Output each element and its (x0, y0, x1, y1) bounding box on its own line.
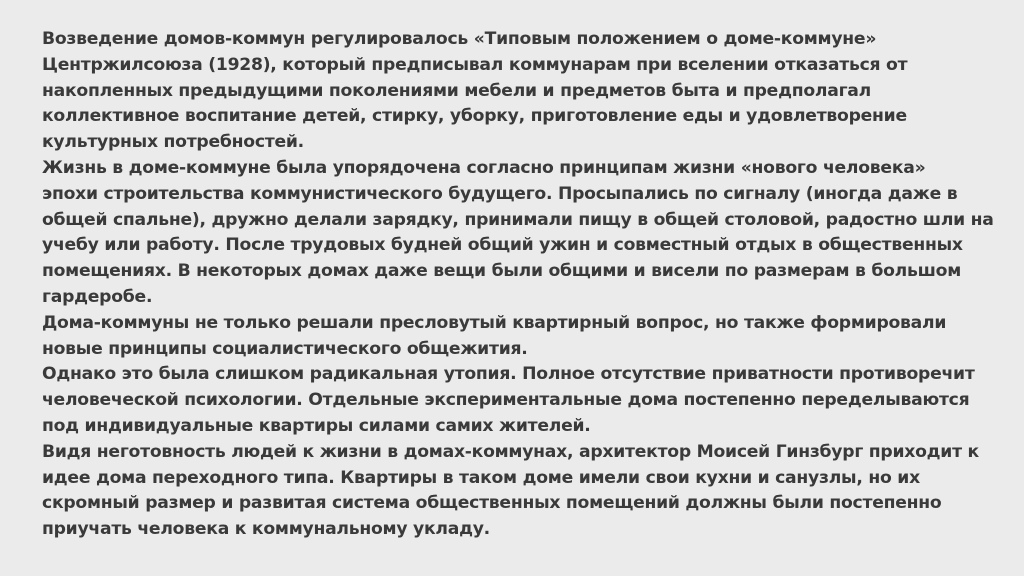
text-line: под индивидуальные квартиры силами самих жителей. (42, 415, 591, 436)
text-line: учебу или работу. После трудовых будней общий ужин и совместный отдых в общественных (42, 235, 963, 256)
paragraph-4 (42, 362, 992, 439)
text-line: Центржилсоюза (1928), который предписывал коммунарам при вселении отказаться от (42, 54, 908, 75)
text-line: культурных потребностей. (42, 132, 304, 153)
text-line: эпохи строительства коммунистического будущего. Просыпались по сигналу (иногда даже в (42, 183, 958, 204)
text-line: приучать человека к коммунальному укладу. (42, 519, 490, 540)
paragraph-1 (42, 27, 992, 156)
text-line: новые принципы социалистического общежития. (42, 338, 528, 359)
text-line: помещениях. В некоторых домах даже вещи были общими и висели по размерам в большом (42, 261, 961, 282)
text-line: Видя неготовность людей к жизни в домах-коммунах, архитектор Моисей Гинзбург приходит к (42, 441, 979, 462)
paragraph-3 (42, 311, 992, 363)
paragraph-5 (42, 440, 992, 543)
text-line: Жизнь в доме-коммуне была упорядочена согласно принципам жизни «нового человека» (42, 157, 926, 178)
text-line: Дома-коммуны не только решали пресловутый квартирный вопрос, но также формировали (42, 312, 947, 333)
text-line: накопленных предыдущими поколениями мебели и предметов быта и предполагал (42, 80, 871, 101)
paragraph-2 (42, 156, 992, 311)
text-line: скромный размер и развитая система общественных помещений должны были постепенно (42, 493, 942, 514)
text-line: Однако это была слишком радикальная утопия. Полное отсутствие приватности противоречит (42, 364, 975, 385)
text-line: идее дома переходного типа. Квартиры в таком доме имели свои кухни и санузлы, но их (42, 467, 920, 488)
text-line: коллективное воспитание детей, стирку, уборку, приготовление еды и удовлетворение (42, 106, 907, 127)
text-line: человеческой психологии. Отдельные экспериментальные дома постепенно переделываются (42, 390, 970, 411)
text-line: общей спальне), дружно делали зарядку, принимали пищу в общей столовой, радостно шли на (42, 209, 994, 230)
text-line: гардеробе. (42, 286, 153, 307)
slide-text-block (42, 27, 992, 543)
text-line: Возведение домов-коммун регулировалось «Типовым положением о доме-коммуне» (42, 29, 877, 49)
